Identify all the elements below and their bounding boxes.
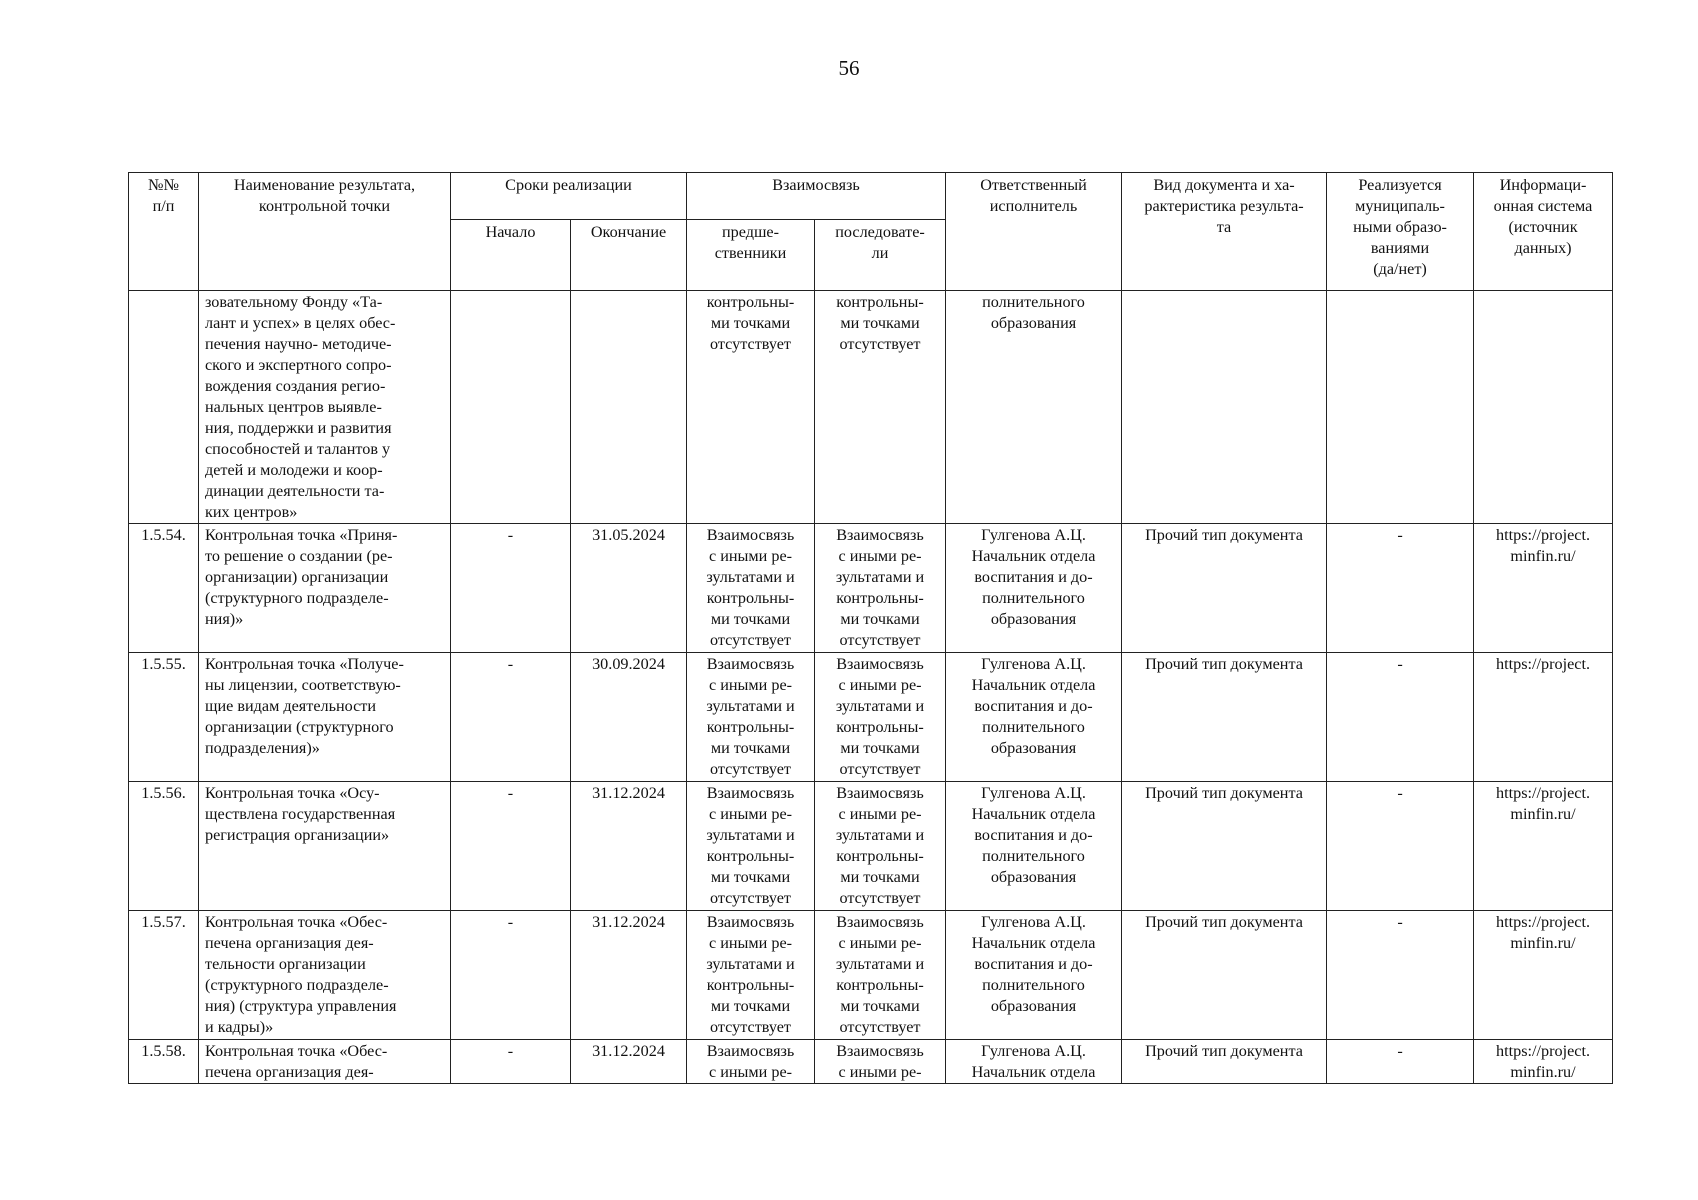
- cell-successors: [815, 524, 946, 653]
- text-line: образования: [990, 868, 1077, 886]
- text-line: (да/нет): [1373, 260, 1427, 278]
- header-num: [129, 173, 199, 291]
- cell-successors: [815, 1040, 946, 1084]
- text-line: отсутствует: [839, 1018, 921, 1036]
- text-line: печения научно- методиче-: [205, 335, 392, 353]
- text-line: отсутствует: [710, 889, 791, 907]
- text-line: ского и экспертного сопро-: [205, 356, 392, 374]
- text-line: minfin.ru/: [1510, 1063, 1576, 1081]
- text-line: воспитания и до-: [974, 568, 1093, 586]
- cell-info-system: [1474, 653, 1613, 782]
- text-line: ния) (структура управления: [205, 997, 397, 1015]
- cell-predecessors: [687, 782, 815, 911]
- cell-info-system: [1474, 524, 1613, 653]
- cell-doc-type: Прочий тип документа: [1122, 524, 1327, 653]
- cell-num: 1.5.58.: [129, 1040, 199, 1084]
- text-line: Взаимосвязь: [836, 913, 924, 931]
- text-line: отсутствует: [710, 631, 791, 649]
- text-line: Начальник отдела: [971, 934, 1096, 952]
- text-line: (структурного подразделе-: [205, 976, 389, 994]
- text-line: контрольны-: [706, 847, 795, 865]
- cell-municipal: [1327, 291, 1474, 524]
- text-line: Гулгенова А.Ц.: [981, 655, 1086, 673]
- text-line: Контрольная точка «Осу-: [205, 784, 380, 802]
- text-line: полнительного: [982, 293, 1085, 311]
- text-line: Контрольная точка «Обес-: [205, 1042, 388, 1060]
- text-line: образования: [990, 997, 1077, 1015]
- text-line: ществлена государственная: [205, 805, 396, 823]
- text-line: исполнитель: [989, 197, 1078, 215]
- text-line: контрольны-: [836, 718, 924, 736]
- header-predecessors: [687, 220, 815, 291]
- text-line: зультатами и: [706, 955, 795, 973]
- header-end: Окончание: [571, 220, 687, 291]
- text-line: Вид документа и ха-: [1153, 176, 1295, 194]
- text-line: зультатами и: [706, 568, 795, 586]
- text-line: ми точками: [840, 997, 920, 1015]
- text-line: ственники: [714, 244, 787, 262]
- cell-responsible: [946, 291, 1122, 524]
- text-line: контрольной точки: [258, 197, 391, 215]
- text-line: с иными ре-: [838, 1063, 922, 1081]
- cell-doc-type: Прочий тип документа: [1122, 653, 1327, 782]
- cell-municipal: -: [1327, 782, 1474, 911]
- text-line: ми точками: [840, 868, 920, 886]
- text-line: ными образо-: [1353, 218, 1447, 236]
- text-line: minfin.ru/: [1510, 934, 1576, 952]
- text-line: Взаимосвязь: [706, 1042, 795, 1060]
- cell-name: [199, 911, 451, 1040]
- text-line: Начальник отдела: [971, 1063, 1096, 1081]
- text-line: ны лицензии, соответствую-: [205, 676, 401, 694]
- cell-num: 1.5.54.: [129, 524, 199, 653]
- header-successors: [815, 220, 946, 291]
- text-line: динации деятельности та-: [205, 482, 385, 500]
- cell-predecessors: [687, 291, 815, 524]
- cell-end: 30.09.2024: [571, 653, 687, 782]
- text-line: онная система: [1493, 197, 1593, 215]
- text-line: образования: [990, 314, 1077, 332]
- text-line: отсутствует: [839, 889, 921, 907]
- cell-responsible: [946, 524, 1122, 653]
- text-line: Взаимосвязь: [836, 784, 924, 802]
- text-line: тельности организации: [205, 955, 366, 973]
- text-line: https://project.: [1496, 913, 1590, 931]
- text-line: ми точками: [840, 610, 920, 628]
- cell-name: [199, 524, 451, 653]
- table-row: [129, 782, 1613, 911]
- text-line: регистрация организации»: [205, 826, 390, 844]
- cell-end: 31.05.2024: [571, 524, 687, 653]
- text-line: Взаимосвязь: [706, 526, 795, 544]
- cell-successors: [815, 911, 946, 1040]
- cell-info-system: [1474, 1040, 1613, 1084]
- text-line: с иными ре-: [708, 1063, 793, 1081]
- text-line: данных): [1514, 239, 1572, 257]
- text-line: зультатами и: [835, 568, 925, 586]
- header-name: [199, 173, 451, 291]
- cell-info-system: [1474, 782, 1613, 911]
- text-line: отсутствует: [839, 335, 921, 353]
- cell-end: 31.12.2024: [571, 1040, 687, 1084]
- text-line: с иными ре-: [708, 934, 793, 952]
- text-line: с иными ре-: [838, 805, 922, 823]
- cell-start: [451, 291, 571, 524]
- text-line: Взаимосвязь: [706, 784, 795, 802]
- text-line: Гулгенова А.Ц.: [981, 784, 1086, 802]
- text-line: полнительного: [982, 718, 1085, 736]
- text-line: Гулгенова А.Ц.: [981, 913, 1086, 931]
- text-line: контрольны-: [836, 293, 924, 311]
- results-table: [128, 172, 1613, 1084]
- text-line: и кадры)»: [205, 1018, 274, 1036]
- text-line: та: [1216, 218, 1232, 236]
- cell-responsible: [946, 1040, 1122, 1084]
- text-line: п/п: [152, 197, 175, 215]
- text-line: (источник: [1508, 218, 1578, 236]
- text-line: https://project.: [1496, 784, 1590, 802]
- text-line: полнительного: [982, 847, 1085, 865]
- header-responsible: [946, 173, 1122, 291]
- header-info-system: [1474, 173, 1613, 291]
- text-line: воспитания и до-: [974, 697, 1093, 715]
- cell-successors: [815, 653, 946, 782]
- text-line: Взаимосвязь: [836, 526, 924, 544]
- text-line: контрольны-: [706, 589, 795, 607]
- cell-predecessors: [687, 911, 815, 1040]
- text-line: Наименование результата,: [233, 176, 416, 194]
- text-line: полнительного: [982, 976, 1085, 994]
- text-line: Реализуется: [1358, 176, 1442, 194]
- text-line: с иными ре-: [838, 547, 922, 565]
- cell-start: -: [451, 1040, 571, 1084]
- text-line: с иными ре-: [838, 676, 922, 694]
- text-line: Начальник отдела: [971, 676, 1096, 694]
- text-line: муниципаль-: [1355, 197, 1445, 215]
- cell-municipal: -: [1327, 653, 1474, 782]
- cell-info-system: [1474, 911, 1613, 1040]
- header-relation: Взаимосвязь: [687, 173, 946, 220]
- table-row-continuation: [129, 291, 1613, 524]
- text-line: отсутствует: [710, 1018, 791, 1036]
- text-line: с иными ре-: [708, 547, 793, 565]
- cell-successors: [815, 782, 946, 911]
- text-line: ми точками: [710, 610, 791, 628]
- cell-name: [199, 1040, 451, 1084]
- text-line: ми точками: [840, 739, 920, 757]
- cell-start: -: [451, 524, 571, 653]
- text-line: то решение о создании (ре-: [205, 547, 393, 565]
- header-start: Начало: [451, 220, 571, 291]
- text-line: ми точками: [710, 314, 791, 332]
- cell-end: 31.12.2024: [571, 782, 687, 911]
- cell-start: -: [451, 911, 571, 1040]
- text-line: отсутствует: [710, 760, 791, 778]
- text-line: щие видам деятельности: [205, 697, 377, 715]
- text-line: нальных центров выявле-: [205, 398, 382, 416]
- cell-doc-type: Прочий тип документа: [1122, 911, 1327, 1040]
- cell-predecessors: [687, 1040, 815, 1084]
- text-line: зультатами и: [835, 826, 925, 844]
- text-line: последовате-: [835, 223, 925, 241]
- text-line: контрольны-: [836, 976, 924, 994]
- text-line: Гулгенова А.Ц.: [981, 1042, 1086, 1060]
- text-line: рактеристика результа-: [1144, 197, 1304, 215]
- cell-num: 1.5.56.: [129, 782, 199, 911]
- text-line: контрольны-: [836, 589, 924, 607]
- text-line: Информаци-: [1499, 176, 1587, 194]
- text-line: ми точками: [710, 868, 791, 886]
- cell-doc-type: Прочий тип документа: [1122, 1040, 1327, 1084]
- text-line: лант и успех» в целях обес-: [205, 314, 396, 332]
- cell-start: -: [451, 782, 571, 911]
- cell-responsible: [946, 911, 1122, 1040]
- text-line: зультатами и: [835, 955, 925, 973]
- cell-successors: [815, 291, 946, 524]
- text-line: детей и молодежи и коор-: [205, 461, 383, 479]
- text-line: зультатами и: [706, 697, 795, 715]
- text-line: контрольны-: [706, 718, 795, 736]
- cell-name: [199, 782, 451, 911]
- text-line: образования: [990, 610, 1077, 628]
- text-line: образования: [990, 739, 1077, 757]
- text-line: ких центров»: [205, 503, 298, 521]
- text-line: предше-: [722, 223, 780, 241]
- text-line: ваниями: [1370, 239, 1430, 257]
- text-line: контрольны-: [836, 847, 924, 865]
- cell-predecessors: [687, 653, 815, 782]
- cell-end: 31.12.2024: [571, 911, 687, 1040]
- text-line: печена организация дея-: [205, 1063, 374, 1081]
- cell-doc-type: Прочий тип документа: [1122, 782, 1327, 911]
- cell-info-system: [1474, 291, 1613, 524]
- text-line: полнительного: [982, 589, 1085, 607]
- text-line: организации) организации: [205, 568, 389, 586]
- text-line: воспитания и до-: [974, 826, 1093, 844]
- text-line: (структурного подразделе-: [205, 589, 389, 607]
- text-line: https://project.: [1496, 1042, 1590, 1060]
- header-terms: Сроки реализации: [451, 173, 687, 220]
- text-line: подразделения)»: [205, 739, 320, 757]
- table-row: [129, 524, 1613, 653]
- text-line: Взаимосвязь: [706, 913, 795, 931]
- text-line: отсутствует: [839, 760, 921, 778]
- text-line: Контрольная точка «Обес-: [205, 913, 388, 931]
- table-row: [129, 1040, 1613, 1084]
- cell-municipal: -: [1327, 911, 1474, 1040]
- cell-num: [129, 291, 199, 524]
- cell-predecessors: [687, 524, 815, 653]
- text-line: №№: [148, 176, 179, 194]
- text-line: Взаимосвязь: [706, 655, 795, 673]
- text-line: ния, поддержки и развития: [205, 419, 392, 437]
- text-line: Взаимосвязь: [836, 1042, 924, 1060]
- text-line: minfin.ru/: [1510, 805, 1576, 823]
- text-line: контрольны-: [706, 293, 795, 311]
- text-line: с иными ре-: [708, 676, 793, 694]
- cell-name: [199, 653, 451, 782]
- text-line: Начальник отдела: [971, 805, 1096, 823]
- text-line: зультатами и: [835, 697, 925, 715]
- cell-municipal: -: [1327, 524, 1474, 653]
- table-row: [129, 653, 1613, 782]
- text-line: https://project.: [1496, 655, 1590, 673]
- text-line: https://project.: [1496, 526, 1590, 544]
- text-line: зовательному Фонду «Та-: [205, 293, 383, 311]
- text-line: ли: [871, 244, 889, 262]
- text-line: minfin.ru/: [1510, 547, 1576, 565]
- text-line: Взаимосвязь: [836, 655, 924, 673]
- text-line: Ответственный: [980, 176, 1087, 194]
- text-line: Гулгенова А.Ц.: [981, 526, 1086, 544]
- text-line: ми точками: [840, 314, 920, 332]
- text-line: зультатами и: [706, 826, 795, 844]
- text-line: ми точками: [710, 997, 791, 1015]
- text-line: Начальник отдела: [971, 547, 1096, 565]
- table-row: [129, 911, 1613, 1040]
- text-line: с иными ре-: [708, 805, 793, 823]
- text-line: Контрольная точка «Приня-: [205, 526, 398, 544]
- cell-doc-type: [1122, 291, 1327, 524]
- page-number: 56: [838, 56, 860, 80]
- header-municipal: [1327, 173, 1474, 291]
- cell-name: [199, 291, 451, 524]
- cell-num: 1.5.55.: [129, 653, 199, 782]
- cell-municipal: -: [1327, 1040, 1474, 1084]
- cell-start: -: [451, 653, 571, 782]
- text-line: способностей и талантов у: [205, 440, 391, 458]
- cell-num: 1.5.57.: [129, 911, 199, 1040]
- cell-responsible: [946, 782, 1122, 911]
- text-line: Контрольная точка «Получе-: [205, 655, 404, 673]
- text-line: отсутствует: [710, 335, 791, 353]
- text-line: печена организация дея-: [205, 934, 374, 952]
- text-line: ми точками: [710, 739, 791, 757]
- text-line: организации (структурного: [205, 718, 394, 736]
- text-line: ния)»: [205, 610, 244, 628]
- text-line: отсутствует: [839, 631, 921, 649]
- cell-end: [571, 291, 687, 524]
- text-line: с иными ре-: [838, 934, 922, 952]
- cell-responsible: [946, 653, 1122, 782]
- header-doc-type: [1122, 173, 1327, 291]
- text-line: воспитания и до-: [974, 955, 1093, 973]
- text-line: контрольны-: [706, 976, 795, 994]
- text-line: вождения создания регио-: [205, 377, 386, 395]
